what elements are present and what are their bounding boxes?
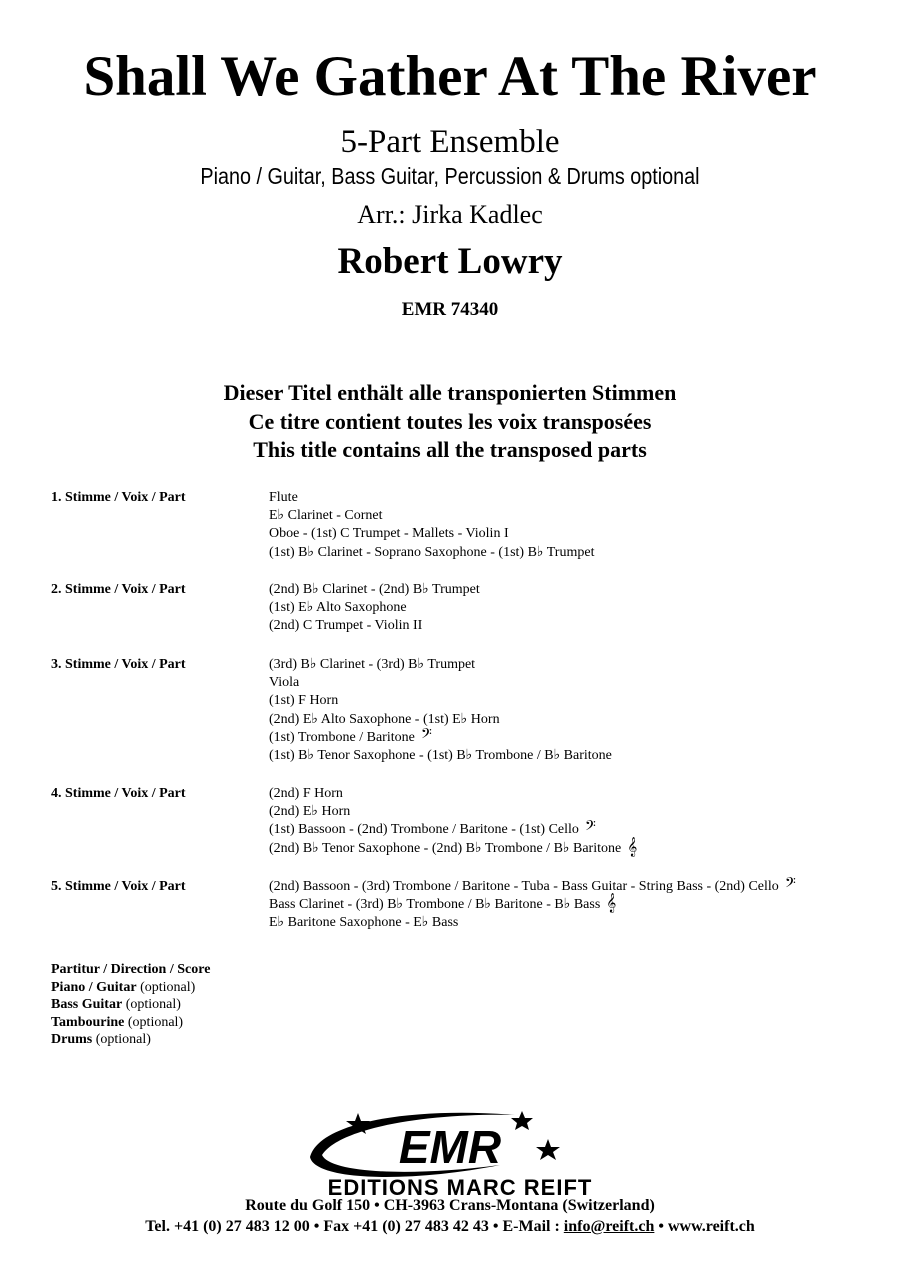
instrument-line <box>269 581 480 599</box>
instrument-text: Viola <box>269 675 300 691</box>
catalog-number: EMR 74340 <box>401 299 499 320</box>
optional-note: (optional) <box>95 1032 151 1047</box>
star-icon <box>511 1111 533 1130</box>
instrument-text: (3rd) B♭ Clarinet - (3rd) B♭ Trumpet <box>269 657 476 672</box>
instrument-text: Bass Clarinet - (3rd) B♭ Trombone / B♭ Baritone - B♭ Bass <box>269 897 601 913</box>
instrument-line <box>269 544 594 562</box>
instrument-text: (2nd) E♭ Alto Saxophone - (1st) E♭ Horn <box>269 711 500 727</box>
instrument-text: (1st) E♭ Alto Saxophone <box>269 600 407 616</box>
part-label: 3. Stimme / Voix / Part <box>51 657 186 672</box>
instrument-line <box>269 617 480 635</box>
additional-part <box>51 979 210 997</box>
additional-part <box>51 996 210 1014</box>
additional-part-name: Drums <box>51 1032 93 1047</box>
publisher-address: Route du Golf 150 • CH-3963 Crans-Montana (Switzerland) <box>245 1197 655 1214</box>
instrument-text: (1st) B♭ Tenor Saxophone - (1st) B♭ Trombone / B♭ Baritone <box>269 748 612 764</box>
instrument-text: (1st) Trombone / Baritone <box>269 729 415 745</box>
bass-clef-icon: 𝄢 <box>420 725 432 746</box>
instrument-line <box>269 507 594 525</box>
transposed-parts-notice <box>0 379 900 465</box>
part-group <box>51 875 796 933</box>
instrument-text: (2nd) B♭ Tenor Saxophone - (2nd) B♭ Trombone / B♭ Baritone <box>269 840 622 856</box>
contact-phone-fax: Tel. +41 (0) 27 483 12 00 • Fax +41 (0) 27 483 42 43 • E-Mail : <box>145 1218 564 1235</box>
instrument-text: Flute <box>269 490 298 505</box>
notice-english: This title contains all the transposed parts <box>253 437 647 462</box>
additional-part-name: Tambourine <box>51 1014 125 1030</box>
instrument-line <box>269 711 612 729</box>
additional-part-name: Bass Guitar <box>51 997 123 1012</box>
email-link[interactable]: info@reift.ch <box>563 1218 655 1235</box>
part-group <box>51 656 612 765</box>
page-title: Shall We Gather At The River <box>83 45 817 108</box>
instrument-text: (2nd) Bassoon - (3rd) Trombone / Baritone - Tuba - Bass Guitar - String Bass - (2nd) Cello <box>269 879 779 894</box>
ensemble-subtitle: 5-Part Ensemble <box>340 124 560 160</box>
instrument-line <box>269 674 612 692</box>
notice-french: Ce titre contient toutes les voix transposées <box>248 408 652 434</box>
instrument-text: E♭ Baritone Saxophone - E♭ Bass <box>269 915 459 931</box>
instrument-text: Oboe - (1st) C Trumpet - Mallets - Violin I <box>269 526 509 542</box>
instrument-text: (1st) B♭ Clarinet - Soprano Saxophone - (1st) B♭ Trumpet <box>269 544 595 560</box>
instrument-text: (2nd) B♭ Clarinet - (2nd) B♭ Trumpet <box>269 582 480 597</box>
instrument-line <box>269 803 637 821</box>
optional-note: (optional) <box>125 997 181 1012</box>
website: • www.reift.ch <box>654 1218 755 1235</box>
optional-note: (optional) <box>140 979 196 995</box>
instrument-line <box>269 656 612 674</box>
instrument-text: (2nd) F Horn <box>269 786 343 801</box>
part-label: 2. Stimme / Voix / Part <box>51 582 186 597</box>
treble-clef-icon: 𝄞 <box>627 836 638 857</box>
instrument-line <box>269 747 612 765</box>
logo-letters: EMR <box>398 1121 502 1173</box>
part-group <box>51 489 594 562</box>
instrument-line <box>269 914 796 932</box>
instrument-line <box>269 875 796 896</box>
additional-part <box>51 961 210 979</box>
instrument-line <box>269 525 594 543</box>
composer: Robert Lowry <box>337 241 563 282</box>
part-group <box>51 785 637 858</box>
additional-part <box>51 1014 210 1032</box>
additional-part <box>51 1031 210 1049</box>
instrument-line <box>269 893 796 914</box>
instrument-line <box>269 785 637 803</box>
optional-note: (optional) <box>127 1014 184 1030</box>
bass-clef-icon: 𝄢 <box>784 875 796 895</box>
instrument-line <box>269 489 594 507</box>
instrument-line <box>269 599 480 617</box>
emr-logo <box>300 1105 620 1201</box>
instrument-text: (1st) Bassoon - (2nd) Trombone / Baritone - (1st) Cello <box>269 822 579 838</box>
instrument-text: (2nd) C Trumpet - Violin II <box>269 618 423 634</box>
publisher-contact <box>0 1218 900 1236</box>
instrument-line <box>269 836 638 858</box>
instrumentation-line: Piano / Guitar, Bass Guitar, Percussion & Drums optional <box>200 163 700 189</box>
bass-clef-icon: 𝄢 <box>584 818 596 839</box>
arranger: Arr.: Jirka Kadlec <box>357 200 543 229</box>
instrument-line <box>269 692 612 710</box>
instrument-text: (2nd) E♭ Horn <box>269 804 351 820</box>
instrument-text: (1st) F Horn <box>269 693 339 709</box>
additional-part-name: Piano / Guitar <box>51 979 137 995</box>
star-icon <box>536 1139 560 1160</box>
part-group <box>51 581 480 636</box>
notice-german: Dieser Titel enthält alle transponierten Stimmen <box>223 380 677 405</box>
part-label: 5. Stimme / Voix / Part <box>51 879 186 894</box>
instrument-line <box>269 725 612 747</box>
additional-part-name: Partitur / Direction / Score <box>51 962 211 977</box>
treble-clef-icon: 𝄞 <box>606 893 617 914</box>
part-label: 1. Stimme / Voix / Part <box>51 490 186 505</box>
additional-parts-list <box>51 961 210 1049</box>
instrument-text: E♭ Clarinet - Cornet <box>269 508 383 524</box>
instrument-line <box>269 818 637 839</box>
part-label: 4. Stimme / Voix / Part <box>51 786 186 801</box>
publisher-name: EDITIONS MARC REIFT <box>327 1175 593 1200</box>
